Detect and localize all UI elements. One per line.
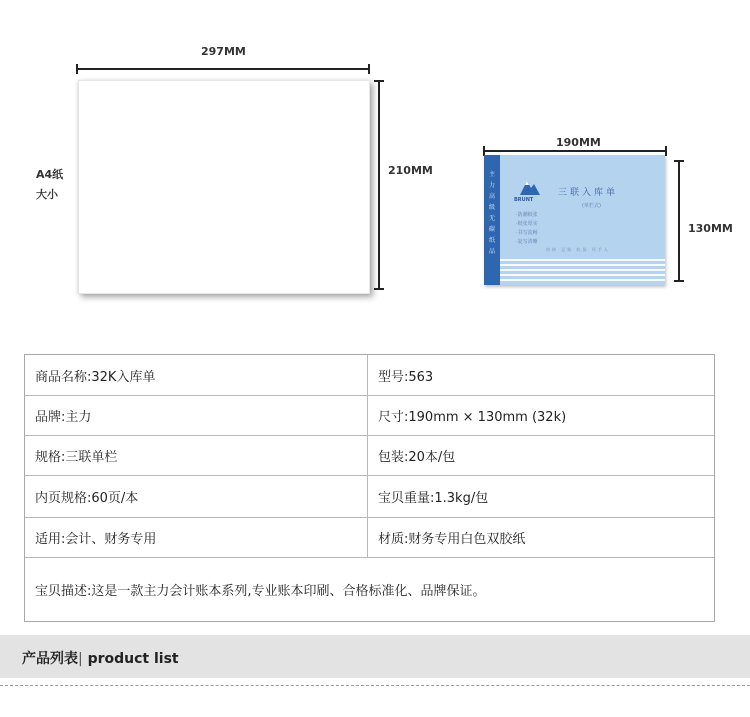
a4-height-tick-bottom bbox=[374, 288, 384, 290]
spec-product-name: 商品名称:32K入库单 bbox=[25, 355, 368, 395]
book-stripe bbox=[500, 259, 665, 261]
book-stripe bbox=[500, 264, 665, 266]
book-feature-item: ·纸张厚实 bbox=[516, 221, 538, 227]
spec-usage: 适用:会计、财务专用 bbox=[25, 517, 368, 557]
book-spine bbox=[484, 155, 500, 285]
product-list-separator: | bbox=[78, 651, 83, 667]
book-feature-item: ·书写流畅 bbox=[516, 230, 538, 236]
product-width-dimension-line bbox=[483, 150, 667, 152]
spec-weight: 宝贝重量:1.3kg/包 bbox=[378, 490, 489, 506]
book-title: 三联入库单 bbox=[558, 188, 619, 198]
a4-width-tick-right bbox=[368, 64, 370, 74]
a4-paper-sheet bbox=[78, 80, 370, 294]
spec-size: 尺寸:190mm × 130mm (32k) bbox=[378, 409, 567, 425]
spec-row bbox=[25, 355, 714, 396]
mountain-logo-icon bbox=[518, 177, 542, 197]
book-stripe bbox=[500, 274, 665, 276]
book-spine-text: 主力高级无碳纸品 bbox=[488, 171, 495, 255]
a4-width-label: 297MM bbox=[201, 45, 246, 58]
product-list-title-en: product list bbox=[87, 651, 179, 667]
book-subtitle: (单栏式) bbox=[582, 203, 601, 209]
book-stripe bbox=[500, 279, 665, 281]
product-height-tick-bottom bbox=[674, 280, 684, 282]
a4-height-tick-top bbox=[374, 80, 384, 82]
a4-caption-line1: A4纸 bbox=[36, 168, 64, 181]
product-height-label: 130MM bbox=[688, 222, 733, 235]
spec-row bbox=[25, 517, 714, 558]
spec-pages: 内页规格:60页/本 bbox=[25, 475, 368, 517]
book-feature-item: ·防潮纸张 bbox=[516, 212, 538, 218]
a4-caption-line2: 大小 bbox=[36, 188, 58, 201]
spec-row bbox=[25, 395, 714, 436]
product-list-title bbox=[22, 648, 179, 668]
spec-row bbox=[25, 475, 714, 518]
spec-brand: 品牌:主力 bbox=[25, 395, 368, 435]
receipt-book bbox=[484, 155, 665, 285]
spec-packaging: 包装:20本/包 bbox=[378, 449, 456, 465]
spec-description: 宝贝描述:这是一款主力会计账本系列,专业账本印刷、合格标准化、品牌保证。 bbox=[35, 583, 486, 599]
product-height-tick-top bbox=[674, 160, 684, 162]
section-divider bbox=[0, 685, 750, 686]
product-width-tick-right bbox=[665, 146, 667, 156]
spec-row bbox=[25, 435, 714, 476]
spec-model: 型号:563 bbox=[378, 369, 434, 385]
product-list-header bbox=[0, 635, 750, 678]
spec-table bbox=[24, 354, 715, 622]
a4-height-dimension-line bbox=[378, 80, 380, 290]
spec-material: 材质:财务专用白色双胶纸 bbox=[378, 531, 526, 547]
spec-description-row bbox=[25, 557, 714, 621]
book-feature-item: ·复写清晰 bbox=[516, 239, 538, 245]
book-feature-list bbox=[516, 211, 538, 247]
a4-height-label: 210MM bbox=[388, 164, 433, 177]
book-footer: 审核 记账 收货 经手人 bbox=[546, 247, 610, 252]
product-width-label: 190MM bbox=[556, 136, 601, 149]
a4-width-tick-left bbox=[76, 64, 78, 74]
product-list-title-cn: 产品列表 bbox=[22, 651, 78, 667]
book-brand: BRUNT bbox=[514, 197, 534, 203]
book-stripe bbox=[500, 269, 665, 271]
product-height-dimension-line bbox=[678, 160, 680, 282]
a4-width-dimension-line bbox=[76, 68, 370, 70]
spec-format: 规格:三联单栏 bbox=[25, 435, 368, 475]
